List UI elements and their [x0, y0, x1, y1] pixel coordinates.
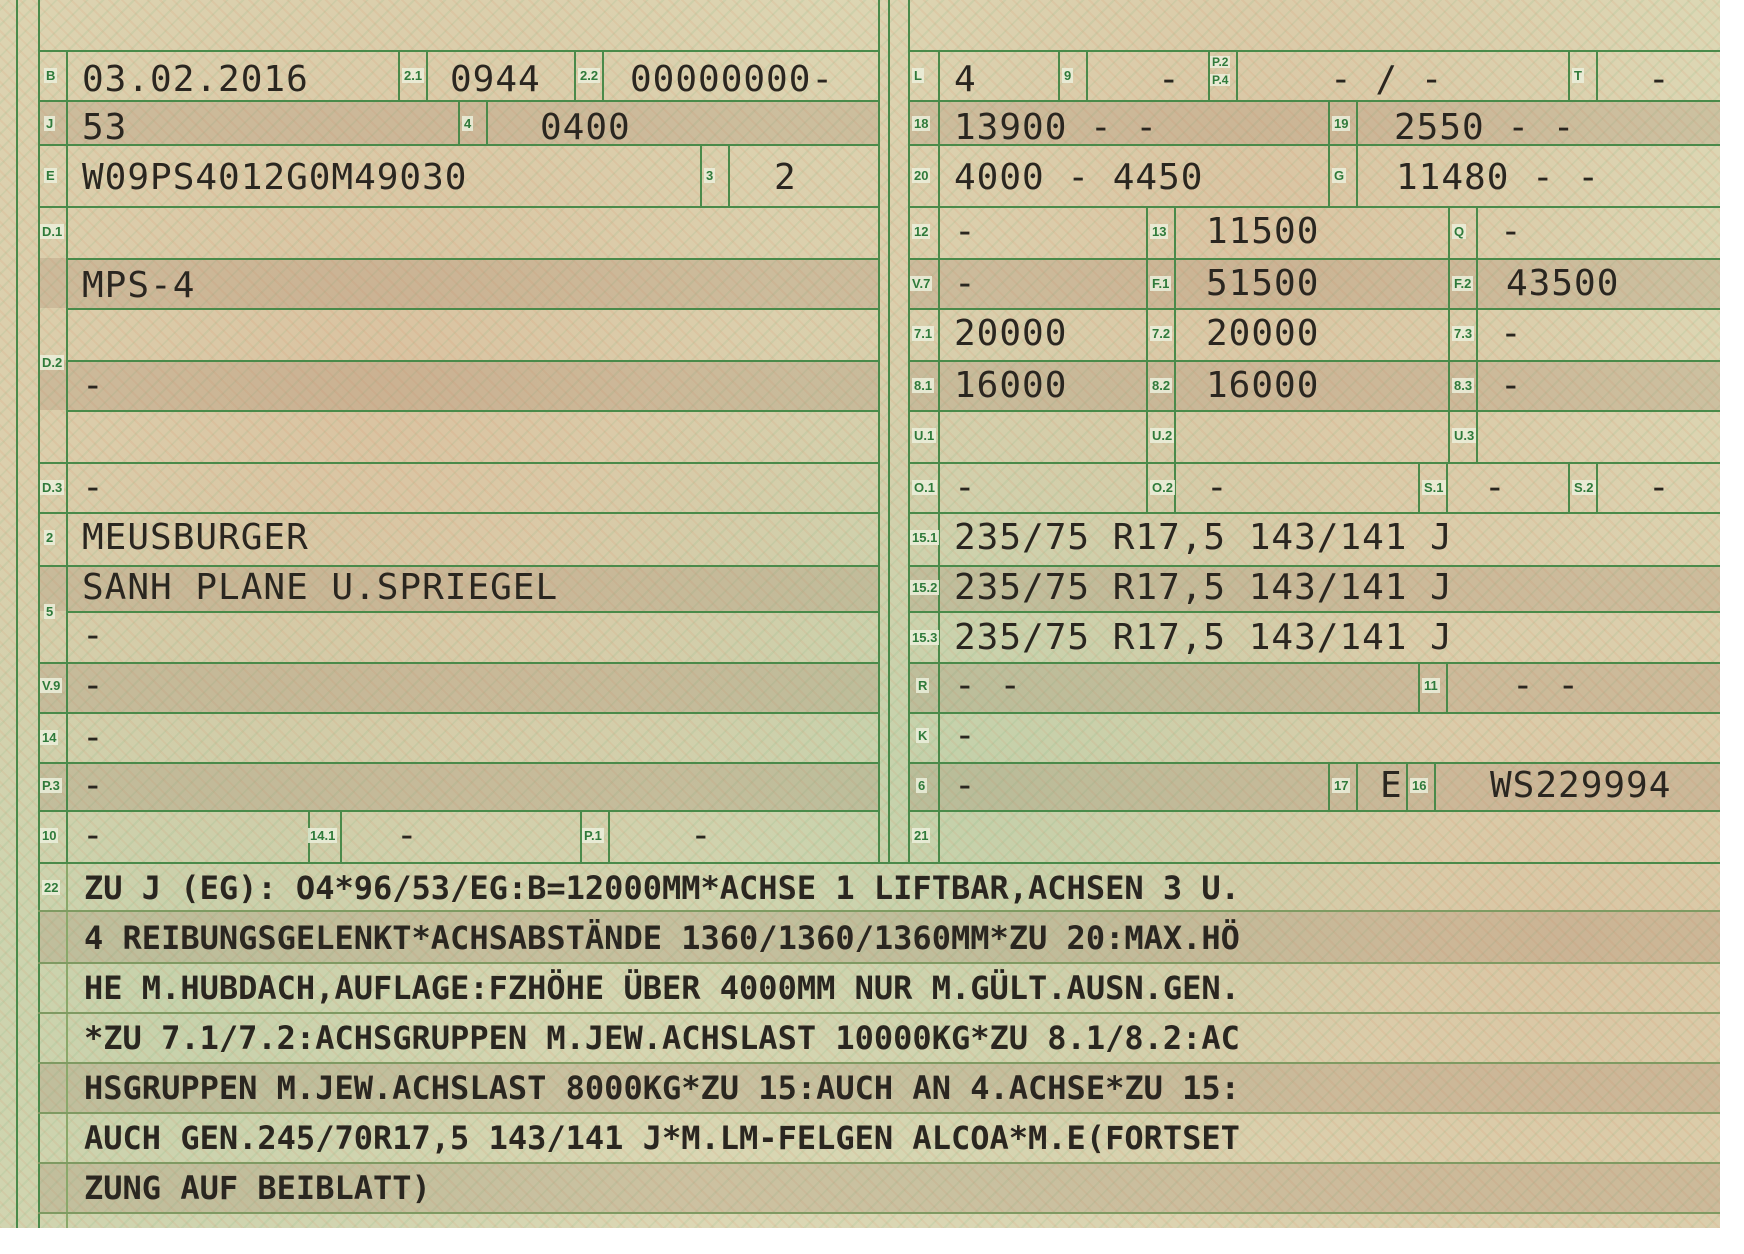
- row-line: [908, 50, 1720, 52]
- emission-code: -: [396, 815, 419, 856]
- cell-divider: [1174, 206, 1176, 512]
- remark-line-1: ZU J (EG): O4*96/53/EG:B=12000MM*ACHSE 1 LIFTBAR,ACHSEN 3 U.: [84, 869, 1240, 907]
- field-label-5: 5: [46, 604, 54, 619]
- driven-axles: -: [1158, 59, 1181, 100]
- field-label-v9: V.9: [42, 678, 61, 693]
- field-label-18: 18: [914, 116, 929, 131]
- width: 2550 - -: [1394, 107, 1576, 148]
- field-label-8-1: 8.1: [914, 378, 933, 393]
- field-label-13: 13: [1152, 224, 1167, 239]
- first-registration-date: 03.02.2016: [82, 59, 309, 100]
- label-column-line: [938, 50, 940, 862]
- cell-divider: [1356, 100, 1358, 206]
- row-line: [908, 810, 1720, 812]
- label-column-line: [66, 50, 68, 862]
- field-label-12: 12: [914, 224, 929, 239]
- remark-line: [38, 1162, 1720, 1164]
- field-label-o1: O.1: [914, 480, 935, 495]
- power-weight-ratio: -: [1500, 211, 1523, 252]
- field-label-7-2: 7.2: [1152, 326, 1171, 341]
- field-label-v7: V.7: [912, 276, 931, 291]
- field-label-6: 6: [918, 778, 926, 793]
- field-label-4: 4: [464, 116, 472, 131]
- cell-divider: [700, 144, 702, 206]
- remark-line-3: HE M.HUBDACH,AUFLAGE:FZHÖHE ÜBER 4000MM NUR M.GÜLT.AUSN.GEN.: [84, 969, 1240, 1007]
- field-label-14-1: 14.1: [310, 828, 336, 843]
- towing-braked: -: [954, 467, 977, 508]
- row-line: [66, 611, 880, 613]
- field-label-e: E: [46, 168, 55, 183]
- field-label-22: 22: [44, 880, 59, 895]
- row-line: [66, 360, 880, 362]
- field-label-b: B: [46, 68, 56, 83]
- cell-divider: [486, 100, 488, 144]
- remark-line-6: AUCH GEN.245/70R17,5 143/141 J*M.LM-FELGEN ALCOA*M.E(FORTSET: [84, 1119, 1240, 1157]
- field-label-2-1: 2.1: [404, 68, 423, 83]
- cell-divider: [1236, 50, 1238, 100]
- tyres-axle-3: 235/75 R17,5 143/141 J: [954, 617, 1453, 658]
- row-line: [908, 611, 1720, 613]
- field-label-o2: O.2: [1152, 480, 1173, 495]
- type-variant: MPS-4: [82, 265, 196, 306]
- cell-divider: [1448, 206, 1450, 462]
- remark-line: [38, 1212, 1720, 1214]
- row-line: [908, 360, 1720, 362]
- field-label-d1: D.1: [42, 224, 63, 239]
- field-label-17: 17: [1334, 778, 1349, 793]
- type-code: 00000000-: [630, 59, 835, 100]
- field-label-t: T: [1574, 68, 1582, 83]
- row-line: [38, 144, 880, 146]
- type-approval-number: -: [954, 715, 977, 756]
- field-label-2-2: 2.2: [580, 68, 599, 83]
- max-speed: -: [1648, 59, 1671, 100]
- cell-divider: [608, 810, 610, 862]
- field-label-p1: P.1: [584, 828, 602, 843]
- row-line: [38, 762, 880, 764]
- row-line: [38, 462, 880, 464]
- cell-divider: [1328, 762, 1330, 810]
- remark-line-2: 4 REIBUNGSGELENKT*ACHSABSTÄNDE 1360/1360/1360MM*ZU 20:MAX.HÖ: [84, 919, 1240, 957]
- support-load: 11500: [1206, 211, 1320, 252]
- row-line: [908, 462, 1720, 464]
- number-of-axles: 4: [954, 59, 977, 100]
- column-divider: [878, 0, 880, 862]
- axle-load-3: -: [1500, 313, 1523, 354]
- color-code: - -: [1512, 665, 1581, 706]
- row-line: [908, 100, 1720, 102]
- manufacturer: MEUSBURGER: [82, 517, 309, 558]
- cell-divider: [1086, 50, 1088, 100]
- row-band: [40, 360, 880, 410]
- field-label-p3: P.3: [42, 778, 60, 793]
- remark-line: [38, 1012, 1720, 1014]
- tyres-axle-1: 235/75 R17,5 143/141 J: [954, 517, 1453, 558]
- row-line: [908, 308, 1720, 310]
- row-line: [908, 206, 1720, 208]
- row-line: [38, 862, 1720, 864]
- remark-line-5: HSGRUPPEN M.JEW.ACHSLAST 8000KG*ZU 15:AUCH AN 4.ACHSE*ZU 15:: [84, 1069, 1240, 1107]
- row-band: [40, 100, 880, 144]
- field-label-9: 9: [1064, 68, 1072, 83]
- field-label-g: G: [1334, 168, 1345, 183]
- permitted-axle-load-1: 16000: [954, 365, 1068, 406]
- trade-name: -: [82, 467, 105, 508]
- axle-load-2: 20000: [1206, 313, 1320, 354]
- row-line: [38, 662, 880, 664]
- field-label-3: 3: [706, 168, 714, 183]
- field-label-7-3: 7.3: [1454, 326, 1473, 341]
- row-band: [40, 762, 880, 810]
- length: 13900 - -: [954, 107, 1159, 148]
- cell-divider: [1568, 462, 1570, 512]
- remark-line: [38, 962, 1720, 964]
- permitted-axle-load-3: -: [1500, 365, 1523, 406]
- field-label-f1: F.1: [1152, 276, 1170, 291]
- page-margin: [1720, 0, 1744, 1254]
- field-label-20: 20: [914, 168, 929, 183]
- emission-regulation: -: [82, 717, 105, 758]
- field-label-15-3: 15.3: [912, 630, 938, 645]
- row-band: [908, 662, 1720, 712]
- field-label-d3: D.3: [42, 480, 63, 495]
- row-band: [40, 662, 880, 712]
- axle-load-1: 20000: [954, 313, 1068, 354]
- remark-line-7: ZUNG AUF BEIBLATT): [84, 1169, 431, 1207]
- cell-divider: [426, 50, 428, 100]
- frame-line: [16, 0, 18, 1228]
- cell-divider: [1058, 50, 1060, 100]
- cell-divider: [1356, 762, 1358, 810]
- field-label-l: L: [914, 68, 922, 83]
- field-label-s2: S.2: [1574, 480, 1594, 495]
- technical-max-mass: 51500: [1206, 263, 1320, 304]
- cell-divider: [458, 100, 460, 144]
- vin: W09PS4012G0M49030: [82, 157, 468, 198]
- cell-divider: [1418, 662, 1420, 712]
- approval-type: E: [1380, 765, 1403, 806]
- vehicle-class: 53: [82, 107, 128, 148]
- row-line: [38, 50, 880, 52]
- cell-divider: [574, 50, 576, 100]
- row-line: [38, 810, 880, 812]
- body-type: 0400: [540, 107, 631, 148]
- document-number: WS229994: [1490, 765, 1672, 806]
- cell-divider: [1418, 462, 1420, 512]
- field-label-q: Q: [1454, 224, 1465, 239]
- remark-line: [38, 1062, 1720, 1064]
- row-line: [908, 512, 1720, 514]
- field-label-8-3: 8.3: [1454, 378, 1473, 393]
- field-label-2: 2: [46, 530, 54, 545]
- field-label-19: 19: [1334, 116, 1349, 131]
- field-label-f2: F.2: [1454, 276, 1472, 291]
- manufacturer-code: 0944: [450, 59, 541, 100]
- cell-divider: [1446, 462, 1448, 512]
- field-label-8-2: 8.2: [1152, 378, 1171, 393]
- cell-divider: [1568, 50, 1570, 100]
- row-line: [38, 206, 880, 208]
- frame-line: [38, 0, 40, 1228]
- empty-mass: 11480 - -: [1396, 157, 1601, 198]
- remark-line: [38, 910, 1720, 912]
- cell-divider: [1406, 762, 1408, 810]
- body-description-line-2: -: [82, 615, 105, 656]
- co2-emission: -: [954, 263, 977, 304]
- field-label-21: 21: [914, 828, 929, 843]
- power-rpm: - / -: [1330, 59, 1444, 100]
- cell-divider: [1328, 100, 1330, 206]
- field-label-11: 11: [1424, 678, 1438, 693]
- approval-date: -: [954, 765, 977, 806]
- emission-class: -: [82, 665, 105, 706]
- field-label-7-1: 7.1: [914, 326, 933, 341]
- field-label-14: 14: [42, 730, 57, 745]
- field-label-u3: U.3: [1454, 428, 1475, 443]
- cell-divider: [1446, 662, 1448, 712]
- field-label-j: J: [46, 116, 54, 131]
- field-label-d2: D.2: [42, 355, 63, 370]
- color: - -: [954, 665, 1023, 706]
- row-line: [908, 762, 1720, 764]
- towing-unbraked: -: [1206, 467, 1229, 508]
- row-line: [38, 512, 880, 514]
- height: 4000 - 4450: [954, 157, 1204, 198]
- type-variant-line-3: -: [82, 365, 105, 406]
- field-label-10: 10: [42, 828, 57, 843]
- body-description: SANH PLANE U.SPRIEGEL: [82, 567, 559, 608]
- tyres-axle-2: 235/75 R17,5 143/141 J: [954, 567, 1453, 608]
- cell-divider: [1476, 206, 1478, 462]
- check-digit: 2: [774, 157, 797, 198]
- tank-volume: -: [954, 211, 977, 252]
- row-line: [908, 258, 1720, 260]
- row-line: [66, 410, 880, 412]
- cell-divider: [728, 144, 730, 206]
- remark-line-4: *ZU 7.1/7.2:ACHSGRUPPEN M.JEW.ACHSLAST 10000KG*ZU 8.1/8.2:AC: [84, 1019, 1240, 1057]
- field-label-p4: P.4: [1212, 73, 1229, 87]
- cell-divider: [1146, 206, 1148, 512]
- column-divider: [908, 0, 910, 862]
- cell-divider: [1596, 462, 1598, 512]
- engine-capacity: -: [690, 815, 713, 856]
- cell-divider: [398, 50, 400, 100]
- row-line: [908, 410, 1720, 412]
- permitted-max-mass: 43500: [1506, 263, 1620, 304]
- fuel-code: -: [82, 815, 105, 856]
- row-line: [908, 712, 1720, 714]
- cell-divider: [340, 810, 342, 862]
- field-label-15-2: 15.2: [912, 580, 938, 595]
- row-line: [66, 308, 880, 310]
- page-margin: [0, 1228, 1744, 1254]
- field-label-15-1: 15.1: [912, 530, 938, 545]
- fuel-type: -: [82, 765, 105, 806]
- field-label-16: 16: [1412, 778, 1427, 793]
- row-line: [908, 662, 1720, 664]
- standing-places: -: [1648, 467, 1671, 508]
- row-line: [38, 712, 880, 714]
- field-label-s1: S.1: [1424, 480, 1444, 495]
- remark-line: [38, 1112, 1720, 1114]
- column-divider: [888, 0, 890, 862]
- cell-divider: [1596, 50, 1598, 100]
- row-line: [66, 258, 880, 260]
- field-label-u2: U.2: [1152, 428, 1173, 443]
- seats: -: [1484, 467, 1507, 508]
- permitted-axle-load-2: 16000: [1206, 365, 1320, 406]
- label-column-line: [66, 862, 68, 1228]
- field-label-u1: U.1: [914, 428, 935, 443]
- field-label-r: R: [918, 678, 928, 693]
- field-label-p2: P.2: [1212, 55, 1229, 69]
- field-label-k: K: [918, 728, 928, 743]
- cell-divider: [602, 50, 604, 100]
- cell-divider: [1434, 762, 1436, 810]
